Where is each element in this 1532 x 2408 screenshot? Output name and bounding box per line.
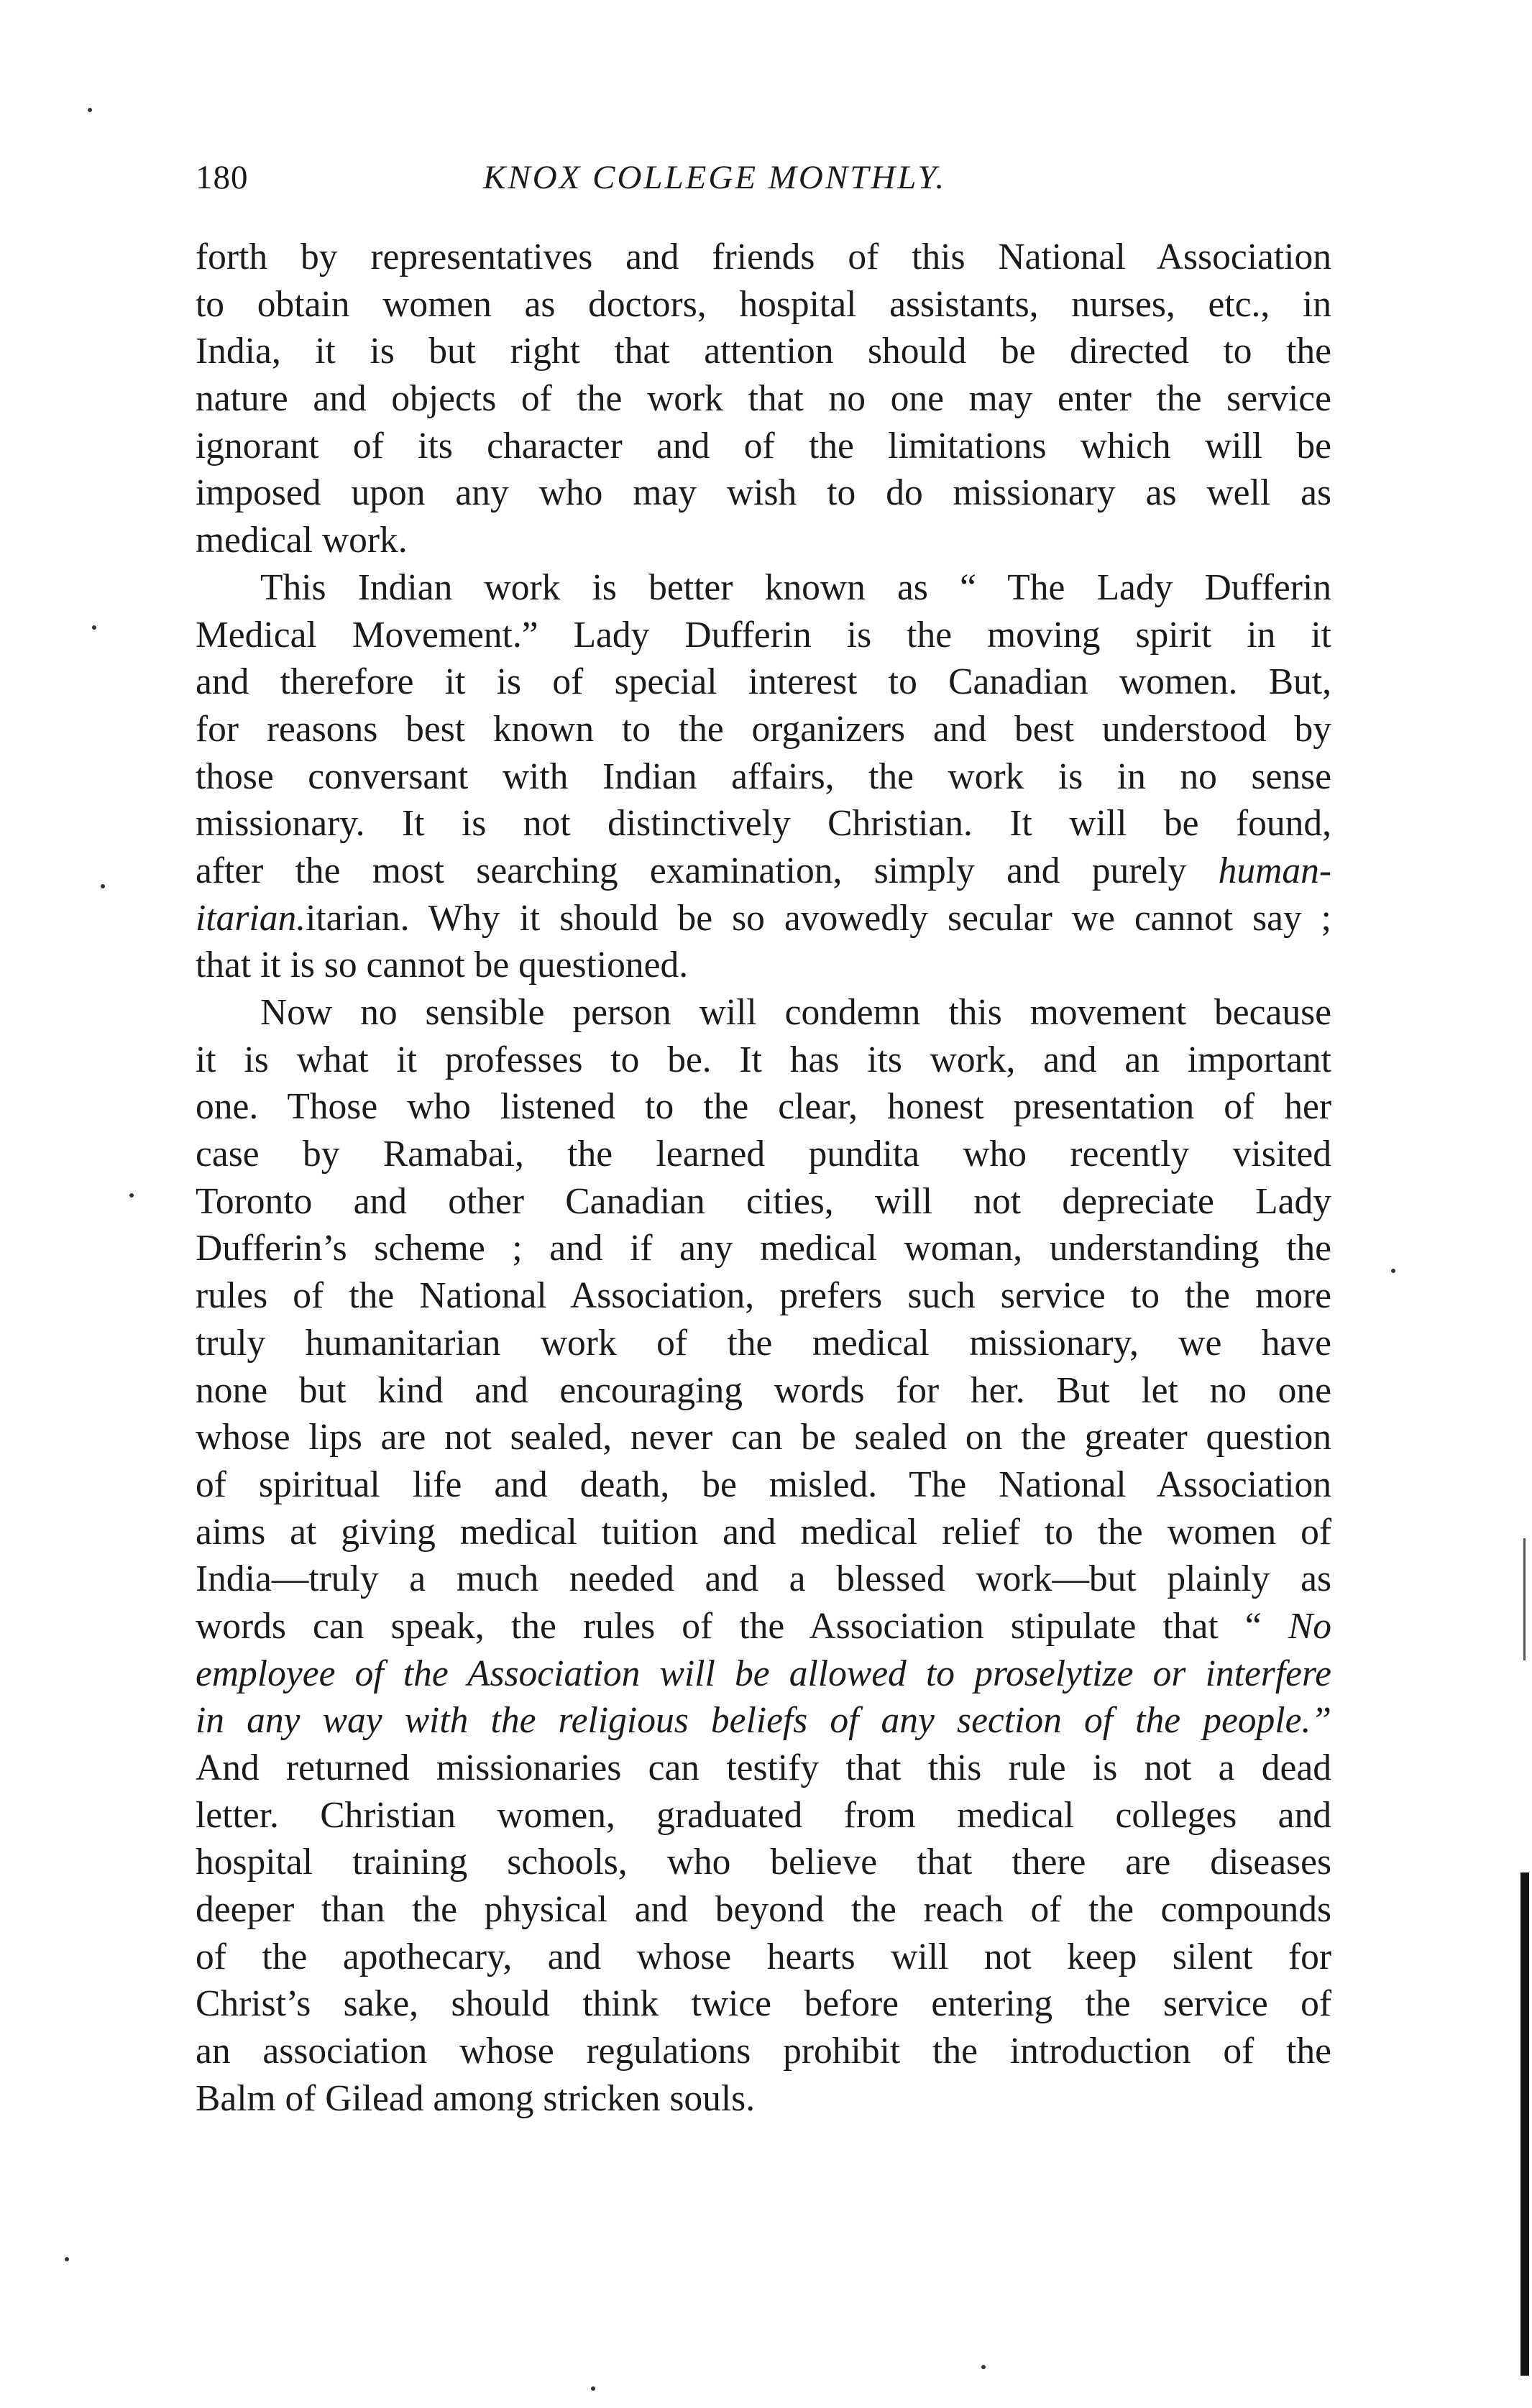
text-line: And returned missionaries can testify that this rule is not a dead <box>196 1747 1331 1788</box>
text-line: of spiritual life and death, be misled. The National Association <box>196 1463 1331 1505</box>
text-line: Toronto and other Canadian cities, will not depreciate Lady <box>196 1180 1331 1222</box>
text-segment: itarian. Why it should be so avowedly secular we cannot say ; <box>306 897 1331 939</box>
italic-word: No <box>1288 1605 1331 1647</box>
text-line: deeper than the physical and beyond the reach of the compounds <box>196 1889 1331 1931</box>
text-line: aims at giving medical tuition and medical relief to the women of <box>196 1511 1331 1553</box>
italic-quote-line: in any way with the religious beliefs of any section of the people.” <box>196 1700 1331 1742</box>
text-line: whose lips are not sealed, never can be sealed on the greater question <box>196 1417 1331 1458</box>
text-line: missionary. It is not distinctively Christian. It will be found, <box>196 803 1331 845</box>
italic-word: itarian. <box>196 897 306 939</box>
text-line-with-italic <box>196 1603 1331 1650</box>
text-line: to obtain women as doctors, hospital assistants, nurses, etc., in <box>196 283 1331 325</box>
page-edge-shadow <box>1523 1538 1526 1660</box>
text-line: for reasons best known to the organizers and best understood by <box>196 708 1331 750</box>
text-line: rules of the National Association, prefers such service to the more <box>196 1275 1331 1317</box>
scan-speck <box>92 625 96 630</box>
paragraph-end-line: medical work. <box>196 520 408 561</box>
text-line: truly humanitarian work of the medical missionary, we have <box>196 1322 1331 1364</box>
text-line: it is what it professes to be. It has its work, and an important <box>196 1039 1331 1080</box>
text-line: Medical Movement.” Lady Dufferin is the moving spirit in it <box>196 614 1331 656</box>
text-line: India—truly a much needed and a blessed work—but plainly as <box>196 1558 1331 1600</box>
text-line: hospital training schools, who believe that there are diseases <box>196 1842 1331 1883</box>
scan-speck <box>88 108 92 112</box>
italic-word: human- <box>1218 850 1331 891</box>
scan-speck <box>65 2257 69 2261</box>
scan-speck <box>1391 1269 1395 1273</box>
text-line: imposed upon any who may wish to do missionary as well as <box>196 472 1331 514</box>
text-line-with-italic <box>196 847 1331 895</box>
text-line: forth by representatives and friends of this National Association <box>196 236 1331 277</box>
paragraph-start-line: Now no sensible person will condemn this movement because <box>260 992 1331 1033</box>
text-line-with-italic <box>196 895 1331 942</box>
text-line: those conversant with Indian affairs, the work is in no sense <box>196 755 1331 797</box>
text-line: Dufferin’s scheme ; and if any medical woman, understanding the <box>196 1228 1331 1269</box>
text-line: an association whose regulations prohibit the introduction of the <box>196 2031 1331 2072</box>
body-text <box>196 234 1331 2123</box>
text-line: nature and objects of the work that no one may enter the service <box>196 378 1331 420</box>
page-edge-shadow <box>1520 1872 1529 2376</box>
text-line: of the apothecary, and whose hearts will not keep silent for <box>196 1936 1331 1977</box>
text-segment: after the most searching examination, simply and purely <box>196 850 1219 891</box>
scan-speck <box>101 884 105 888</box>
text-line: case by Ramabai, the learned pundita who recently visited <box>196 1134 1331 1175</box>
scan-speck <box>591 2386 595 2391</box>
page-header <box>196 158 1324 208</box>
text-line: none but kind and encouraging words for her. But let no one <box>196 1369 1331 1411</box>
paragraph-end-line: that it is so cannot be questioned. <box>196 945 689 986</box>
page-number: 180 <box>196 159 249 196</box>
text-line: letter. Christian women, graduated from medical colleges and <box>196 1794 1331 1836</box>
text-line: and therefore it is of special interest to Canadian women. But, <box>196 661 1331 703</box>
text-line: ignorant of its character and of the limitations which will be <box>196 425 1331 467</box>
running-title: KNOX COLLEGE MONTHLY. <box>483 159 947 196</box>
scan-speck <box>981 2365 986 2369</box>
italic-quote-line: employee of the Association will be allowed to proselytize or interfere <box>196 1653 1331 1694</box>
text-line: one. Those who listened to the clear, honest presentation of her <box>196 1086 1331 1128</box>
text-line: India, it is but right that attention should be directed to the <box>196 331 1331 372</box>
paragraph-start-line: This Indian work is better known as “ The Lady Dufferin <box>260 566 1331 608</box>
text-line: Christ’s sake, should think twice before entering the service of <box>196 1983 1331 2025</box>
text-segment: words can speak, the rules of the Association stipulate that “ <box>196 1605 1288 1647</box>
paragraph-end-line: Balm of Gilead among stricken souls. <box>196 2077 756 2119</box>
scan-speck <box>129 1193 134 1198</box>
